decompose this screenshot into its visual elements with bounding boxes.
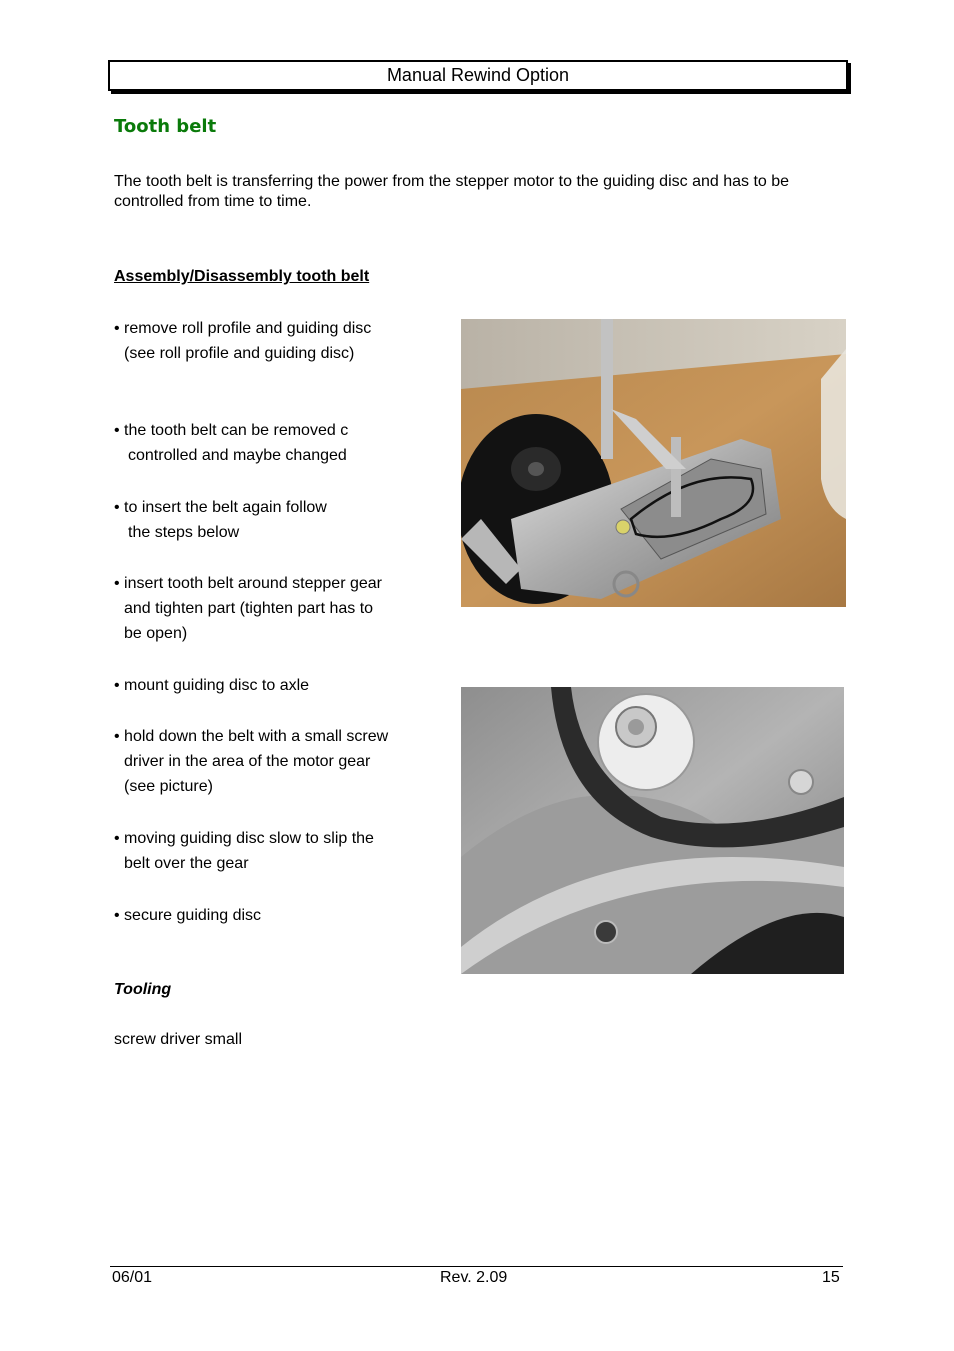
step-item [114,495,444,545]
step-item [114,571,444,646]
header-title: Manual Rewind Option [386,65,570,85]
step-item [114,673,444,698]
step-line: • hold down the belt with a small screw [114,728,389,745]
step-line: be open) [124,625,188,642]
page-header [108,60,848,91]
step-line: • mount guiding disc to axle [114,677,310,694]
tooth-belt-assembly-photo [461,319,846,607]
intro-paragraph: The tooth belt is transferring the power from the stepper motor to the guiding disc and has to be controlled from time to time. [114,173,790,210]
page-number: 15 [822,1269,840,1286]
step-line: • secure guiding disc [114,907,262,924]
step-item [114,724,444,799]
step-line: (see roll profile and guiding disc) [124,345,355,362]
step-line: and tighten part (tighten part has to [124,600,374,617]
step-item [114,418,444,468]
step-line: • the tooth belt can be removed c [114,422,349,439]
step-line: belt over the gear [124,855,249,872]
step-line: • insert tooth belt around stepper gear [114,575,382,592]
step-line: driver in the area of the motor gear [124,753,371,770]
step-line: • remove roll profile and guiding disc [114,320,372,337]
section-title: Tooth belt [114,116,217,137]
step-line: • to insert the belt again follow [114,499,327,516]
step-line: controlled and maybe changed [128,447,347,464]
footer-revision: Rev. 2.09 [440,1269,508,1286]
tooling-item: screw driver small [114,1031,243,1048]
motor-gear-closeup-photo [461,687,844,974]
step-item [114,826,444,876]
step-line: the steps below [128,524,240,541]
step-line: (see picture) [124,778,213,795]
step-item [114,316,444,366]
step-line: • moving guiding disc slow to slip the [114,830,374,847]
assembly-subheading: Assembly/Disassembly tooth belt [114,268,370,285]
step-item [114,903,444,928]
footer-divider [110,1266,843,1267]
tooling-heading: Tooling [114,981,172,998]
footer-date: 06/01 [112,1269,153,1286]
